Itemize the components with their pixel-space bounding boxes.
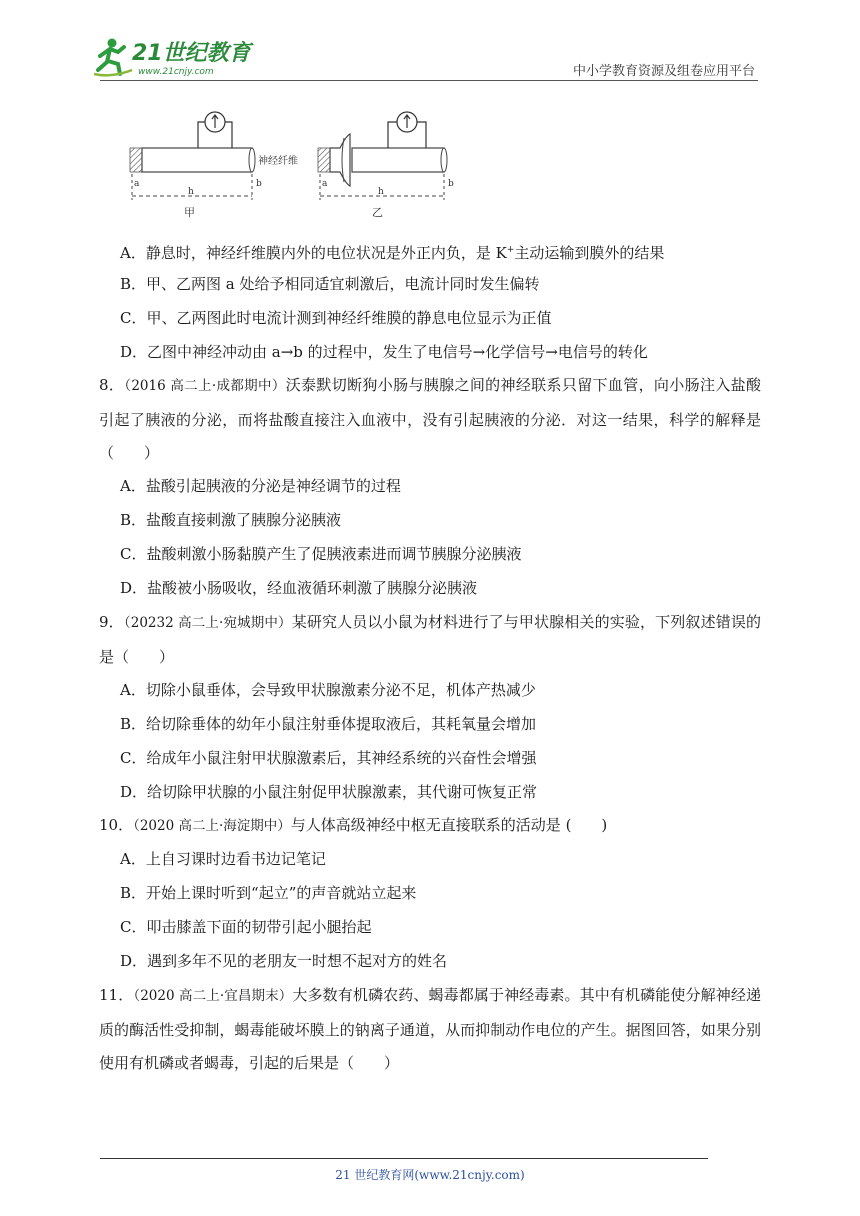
figure-jia — [130, 112, 262, 219]
q8-option-a: A．盐酸引起胰液的分泌是神经调节的过程 — [120, 477, 401, 495]
q7-option-b: B．甲、乙两图 a 处给予相同适宜刺激后，电流计同时发生偏转 — [120, 275, 540, 293]
svg-text:b: b — [256, 179, 262, 189]
q11-source: （2020 高二上·宜昌期末） — [133, 988, 293, 1004]
q8-option-b: B．盐酸直接刺激了胰腺分泌胰液 — [120, 511, 342, 529]
q8-option-c: C．盐酸刺激小肠黏膜产生了促胰液素进而调节胰腺分泌胰液 — [120, 545, 522, 563]
q9-option-b: B．给切除垂体的幼年小鼠注射垂体提取液后，其耗氧量会增加 — [120, 715, 537, 733]
runner-icon — [94, 39, 132, 76]
page-header — [0, 0, 860, 86]
q8-option-d: D．盐酸被小肠吸收，经血液循环刺激了胰腺分泌胰液 — [120, 579, 478, 597]
q10-option-b: B．开始上课时听到“起立”的声音就站立起来 — [120, 884, 417, 902]
header-divider — [100, 80, 758, 81]
q10-number: 10． — [99, 816, 134, 834]
q7-option-d: D．乙图中神经冲动由 a→b 的过程中，发生了电信号→化学信号→电信号的转化 — [120, 343, 648, 361]
q7-option-c: C．甲、乙两图此时电流计测到神经纤维膜的静息电位显示为正值 — [120, 309, 552, 327]
q10-option-c: C．叩击膝盖下面的韧带引起小腿抬起 — [120, 918, 372, 936]
q9-source: （20232 高二上·宛城期中） — [123, 615, 292, 631]
q11-number: 11． — [99, 986, 134, 1004]
q9-option-c: C．给成年小鼠注射甲状腺激素后，其神经系统的兴奋性会增强 — [120, 749, 537, 767]
q9-option-a: A．切除小鼠垂体，会导致甲状腺激素分泌不足，机体产热减少 — [120, 681, 536, 699]
q8-source: （2016 高二上·成都期中） — [124, 378, 286, 394]
svg-text:h: h — [188, 187, 194, 197]
q9-number: 9． — [99, 613, 124, 631]
nerve-fiber-figure — [120, 100, 460, 230]
footer-text: 21 世纪教育网(www.21cnjy.com) — [335, 1168, 525, 1182]
q8-number: 8． — [99, 376, 125, 394]
q10-source: （2020 高二上·海淀期中） — [133, 818, 291, 834]
q10-stem: 10．（2020 高二上·海淀期中）与人体高级神经中枢无直接联系的活动是 ( ) — [99, 816, 608, 834]
svg-text:a: a — [134, 179, 140, 189]
figure-yi — [258, 112, 454, 219]
q7-option-a: A．静息时，神经纤维膜内外的电位状况是外正内负，是 K+主动运输到膜外的结果 — [120, 244, 665, 262]
q9-option-d: D．给切除甲状腺的小鼠注射促甲状腺激素，其代谢可恢复正常 — [120, 783, 538, 801]
q10-option-d: D．遇到多年不见的老朋友一时想不起对方的姓名 — [120, 952, 448, 970]
q11-stem: 11．（2020 高二上·宜昌期末）大多数有机磷农药、蝎毒都属于神经毒素。其中有机磷能使分解神经递质的酶活性受抑制，蝎毒能破坏膜上的钠离子通道，从而抑制动作电位的产生。据图回答，如果分别使用有机磷或者蝎毒，引起的后果是（ ） — [99, 986, 761, 1072]
svg-text:www.21cnjy.com: www.21cnjy.com — [138, 67, 214, 77]
logo-text: 21世纪教育 — [132, 41, 251, 66]
footer-divider — [100, 1158, 708, 1159]
q8-stem: 8．（2016 高二上·成都期中）沃泰默切断狗小肠与胰腺之间的神经联系只留下血管，向小肠注入盐酸引起了胰液的分泌，而将盐酸直接注入血液中，没有引起胰液的分泌．对这一结果，科学的解释是（ ） — [99, 376, 761, 462]
svg-text:b: b — [448, 179, 454, 189]
svg-text:甲: 甲 — [184, 206, 195, 219]
svg-text:乙: 乙 — [372, 206, 383, 219]
svg-text:神经纤维: 神经纤维 — [258, 156, 298, 167]
svg-text:h: h — [378, 187, 384, 197]
platform-name: 中小学教育资源及组卷应用平台 — [572, 64, 755, 79]
site-logo — [92, 34, 262, 78]
svg-text:a: a — [322, 179, 328, 189]
q10-option-a: A．上自习课时边看书边记笔记 — [120, 850, 326, 868]
q9-stem: 9．（20232 高二上·宛城期中）某研究人员以小鼠为材料进行了与甲状腺相关的实验，下列叙述错误的是（ ） — [99, 613, 762, 666]
